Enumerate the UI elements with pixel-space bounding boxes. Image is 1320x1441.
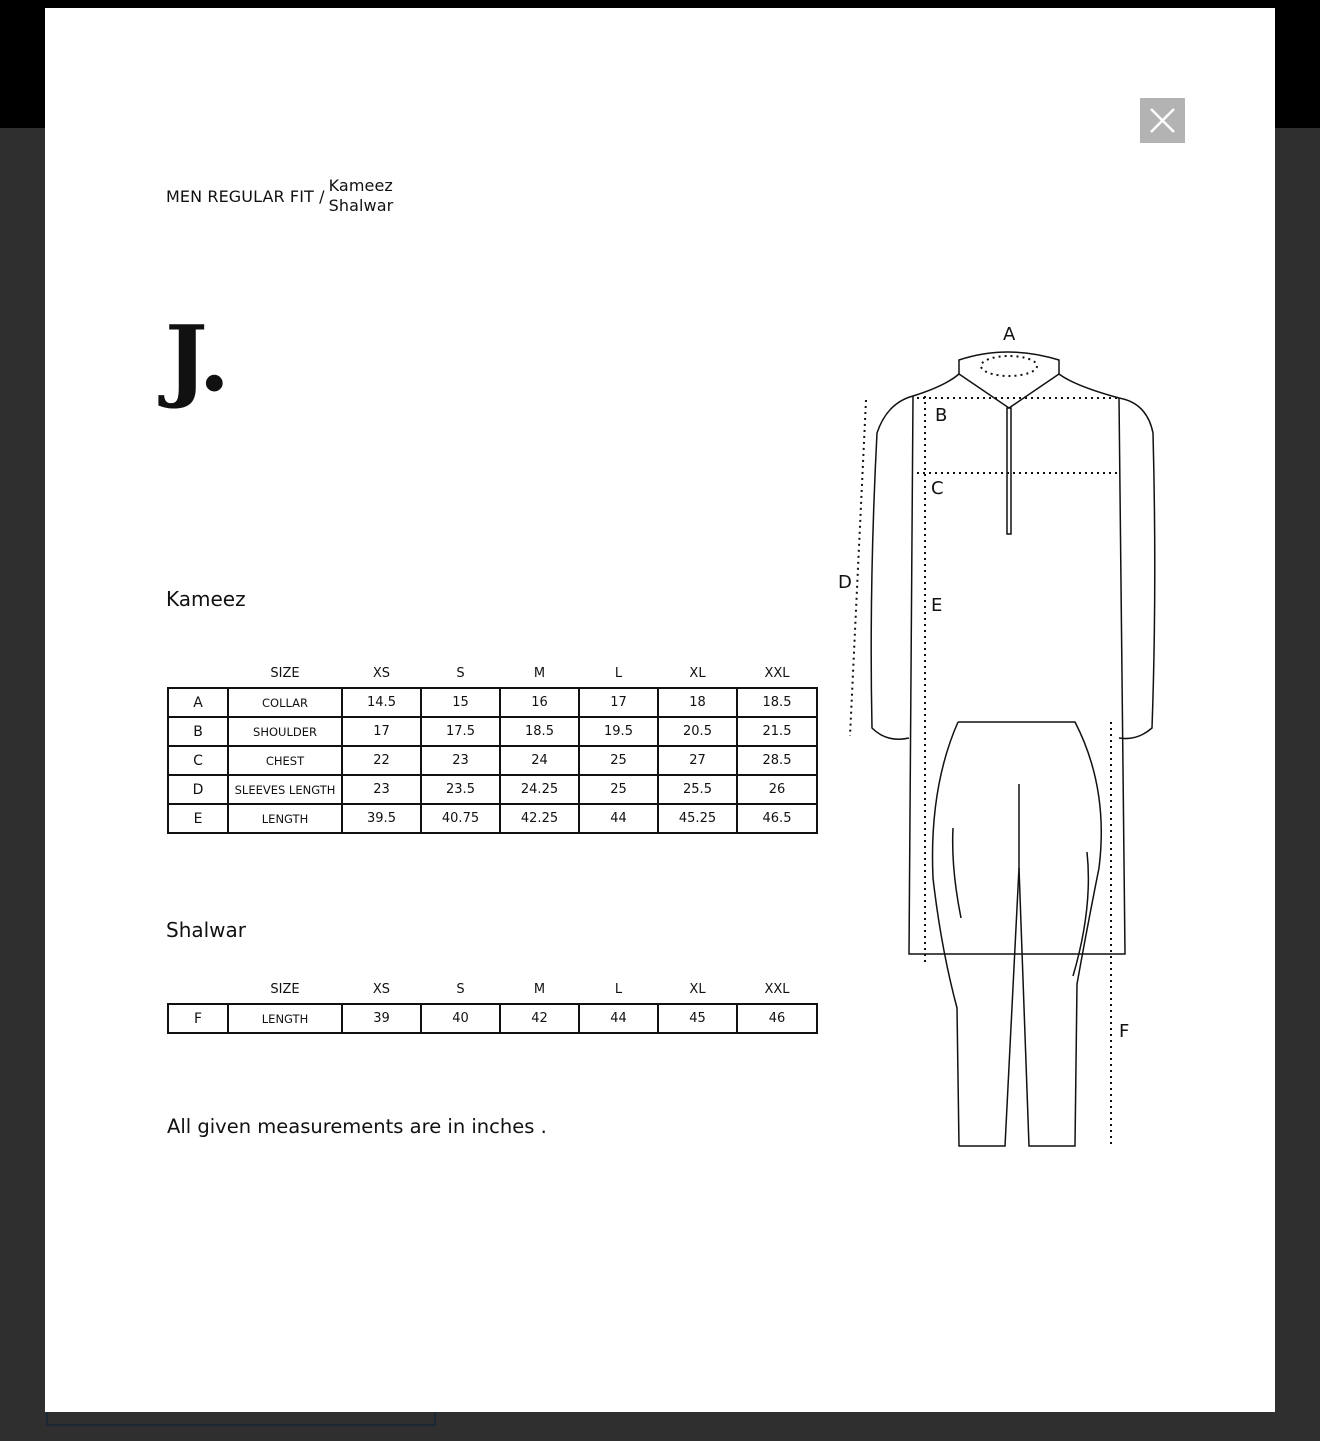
cell-value: 25 <box>579 746 658 775</box>
cell-value: 23 <box>342 775 421 804</box>
cell-value: 46 <box>737 1004 817 1033</box>
cell-value: 14.5 <box>342 688 421 717</box>
header-size: SIZE <box>270 981 300 997</box>
header-l: L <box>614 981 623 997</box>
label-d: D <box>838 572 852 593</box>
header-s: S <box>456 981 465 997</box>
header-xxl: XXL <box>764 981 790 997</box>
row-code: E <box>168 804 228 833</box>
cell-value: 39 <box>342 1004 421 1033</box>
header-m: M <box>533 981 546 997</box>
table-row <box>168 746 817 775</box>
cell-value: 16 <box>500 688 579 717</box>
row-code: F <box>168 1004 228 1033</box>
cell-value: 40 <box>421 1004 500 1033</box>
row-measurement: LENGTH <box>228 1004 342 1033</box>
header-s: S <box>456 665 465 681</box>
cell-value: 25 <box>579 775 658 804</box>
row-code: C <box>168 746 228 775</box>
cell-value: 44 <box>579 804 658 833</box>
label-e: E <box>931 595 943 616</box>
kameez-header-row <box>168 659 817 688</box>
row-measurement: SHOULDER <box>228 717 342 746</box>
row-measurement: SLEEVES LENGTH <box>228 775 342 804</box>
table-row <box>168 717 817 746</box>
header-xl: XL <box>689 981 706 997</box>
cell-value: 40.75 <box>421 804 500 833</box>
header-xs: XS <box>372 981 391 997</box>
shalwar-title: Shalwar <box>166 918 247 942</box>
row-code: B <box>168 717 228 746</box>
header-xxl: XXL <box>764 665 790 681</box>
cell-value: 23 <box>421 746 500 775</box>
cell-value: 39.5 <box>342 804 421 833</box>
cell-value: 17 <box>342 717 421 746</box>
header-l: L <box>614 665 623 681</box>
row-code: D <box>168 775 228 804</box>
cell-value: 20.5 <box>658 717 737 746</box>
breadcrumb-item-kameez: Kameez <box>328 176 393 195</box>
cell-value: 19.5 <box>579 717 658 746</box>
size-chart-modal <box>45 8 1275 1412</box>
cell-value: 18.5 <box>500 717 579 746</box>
table-row <box>168 1004 817 1033</box>
kameez-title: Kameez <box>166 587 246 611</box>
kameez-size-table <box>167 659 818 834</box>
table-row <box>168 775 817 804</box>
header-size: SIZE <box>270 665 300 681</box>
close-button[interactable] <box>1140 98 1185 143</box>
cell-value: 45.25 <box>658 804 737 833</box>
cell-value: 15 <box>421 688 500 717</box>
cell-value: 42.25 <box>500 804 579 833</box>
label-f: F <box>1119 1021 1130 1042</box>
row-measurement: CHEST <box>228 746 342 775</box>
table-row <box>168 804 817 833</box>
cell-value: 17.5 <box>421 717 500 746</box>
header-xs: XS <box>372 665 391 681</box>
cell-value: 24 <box>500 746 579 775</box>
breadcrumb-item-shalwar: Shalwar <box>328 196 394 215</box>
table-row <box>168 688 817 717</box>
measurement-footnote: All given measurements are in inches . <box>167 1115 547 1138</box>
cell-value: 21.5 <box>737 717 817 746</box>
cell-value: 23.5 <box>421 775 500 804</box>
breadcrumb <box>166 176 393 216</box>
cell-value: 46.5 <box>737 804 817 833</box>
brand-logo: J. <box>165 306 228 412</box>
cell-value: 26 <box>737 775 817 804</box>
label-c: C <box>931 478 944 499</box>
cell-value: 45 <box>658 1004 737 1033</box>
shalwar-size-table <box>167 975 818 1034</box>
label-b: B <box>935 405 948 426</box>
row-measurement: COLLAR <box>228 688 342 717</box>
shalwar-outline <box>933 722 1102 1146</box>
cell-value: 17 <box>579 688 658 717</box>
shalwar-header-row <box>168 975 817 1004</box>
fit-label: MEN REGULAR FIT / <box>166 186 325 206</box>
header-m: M <box>533 665 546 681</box>
row-measurement: LENGTH <box>228 804 342 833</box>
cell-value: 24.25 <box>500 775 579 804</box>
cell-value: 18 <box>658 688 737 717</box>
cell-value: 44 <box>579 1004 658 1033</box>
garment-diagram <box>825 308 1225 1168</box>
close-icon <box>1140 98 1185 143</box>
header-xl: XL <box>689 665 706 681</box>
cell-value: 22 <box>342 746 421 775</box>
cell-value: 28.5 <box>737 746 817 775</box>
kameez-outline <box>871 352 1155 954</box>
row-code: A <box>168 688 228 717</box>
cell-value: 27 <box>658 746 737 775</box>
label-a: A <box>1003 324 1016 345</box>
cell-value: 18.5 <box>737 688 817 717</box>
cell-value: 42 <box>500 1004 579 1033</box>
cell-value: 25.5 <box>658 775 737 804</box>
